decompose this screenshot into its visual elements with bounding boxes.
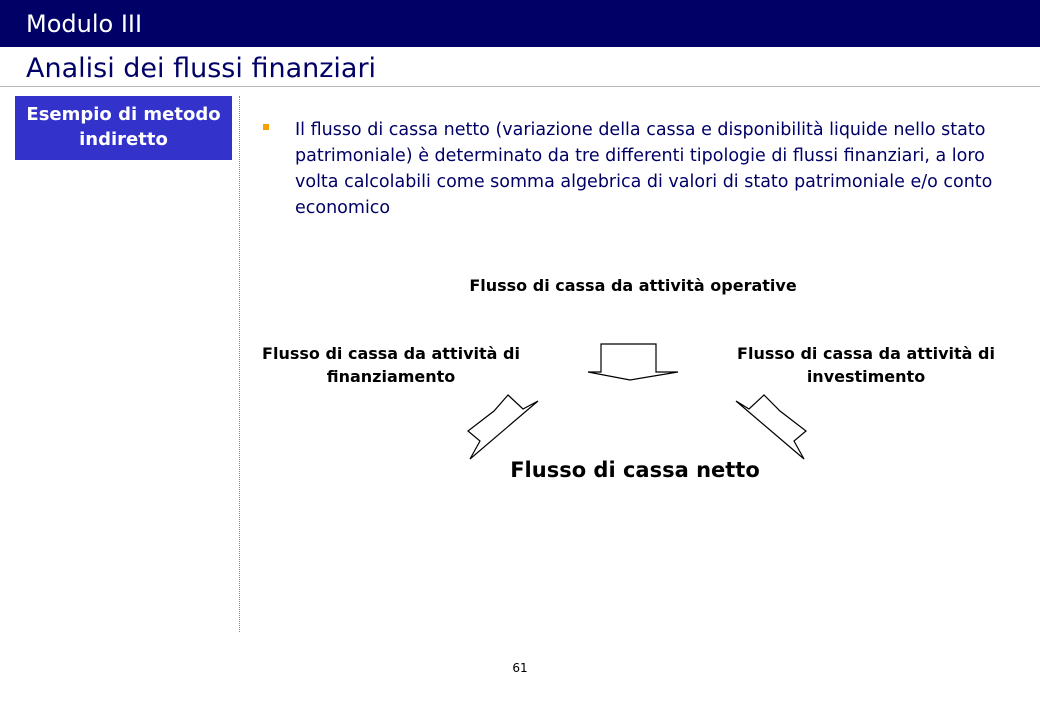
page-number: 61 bbox=[512, 661, 528, 675]
flow-financing-line1: Flusso di cassa da attività di bbox=[262, 344, 520, 363]
flow-financing-line2: finanziamento bbox=[326, 367, 456, 386]
section-label-line1: Esempio di metodo bbox=[26, 104, 221, 125]
title-divider bbox=[0, 86, 1040, 87]
flow-investment-line1: Flusso di cassa da attività di bbox=[737, 344, 995, 363]
arrow-from-investment-icon bbox=[734, 393, 808, 461]
module-title: Modulo III bbox=[26, 10, 143, 38]
flow-investment-line2: investimento bbox=[806, 367, 926, 386]
header-bar bbox=[0, 0, 1040, 47]
flow-investment-label bbox=[706, 342, 1026, 388]
down-arrow-icon bbox=[586, 342, 680, 382]
page-title: Analisi dei flussi finanziari bbox=[26, 53, 377, 84]
arrow-from-financing-icon bbox=[466, 393, 540, 461]
bullet-marker-icon bbox=[263, 124, 269, 130]
flow-financing-label bbox=[231, 342, 551, 388]
bullet-text: Il flusso di cassa netto (variazione della cassa e disponibilità liquide nello stato patrimoniale) è determinato da tre differenti tipologie di flussi finanziari, a loro volta calcolabili come somma algebrica di valori di stato patrimoniale e/o conto economico bbox=[295, 120, 993, 218]
flow-net-label: Flusso di cassa netto bbox=[510, 458, 760, 482]
flow-operative-label: Flusso di cassa da attività operative bbox=[469, 276, 797, 295]
section-label-line2: indiretto bbox=[79, 129, 168, 150]
section-label bbox=[15, 96, 232, 160]
